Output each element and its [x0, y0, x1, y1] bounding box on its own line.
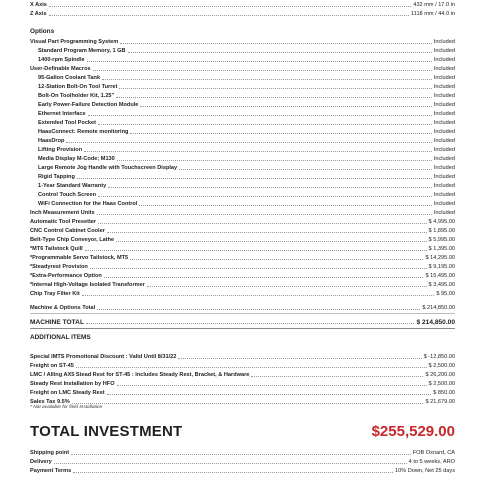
item-value: $ -12,850.00 — [423, 354, 455, 360]
dot-leader — [116, 97, 432, 98]
additional-row — [30, 389, 455, 397]
option-label: Automatic Tool Presetter — [30, 219, 97, 225]
option-value: $ 5,995.00 — [428, 237, 455, 243]
option-label: Bolt-On Toolholder Kit, 1.25" — [38, 93, 115, 99]
dot-leader — [108, 187, 432, 188]
additional-row — [30, 353, 455, 361]
option-value: Included — [433, 183, 455, 189]
option-value: Included — [433, 138, 455, 144]
dot-leader — [139, 205, 431, 206]
option-label: Rigid Tapping — [38, 174, 75, 180]
additional-row — [30, 380, 455, 388]
dot-leader — [49, 15, 409, 16]
option-value: Included — [433, 156, 455, 162]
option-row — [30, 128, 455, 136]
dot-leader — [49, 6, 411, 7]
option-row — [30, 173, 455, 181]
subtotal-label: Machine & Options Total — [30, 305, 96, 311]
option-label: Lifting Provision — [38, 147, 83, 153]
option-row — [30, 263, 455, 271]
option-row — [30, 101, 455, 109]
dot-leader — [90, 268, 427, 269]
dot-leader — [97, 309, 420, 310]
option-row — [30, 83, 455, 91]
option-row — [30, 227, 455, 235]
option-label: HaasConnect: Remote monitoring — [38, 129, 129, 135]
divider — [30, 313, 455, 314]
option-value: $ 9,195.00 — [428, 264, 455, 270]
dot-leader — [128, 52, 432, 53]
options-heading: Options — [30, 28, 55, 35]
option-value: Included — [433, 129, 455, 135]
dot-leader — [97, 214, 432, 215]
option-row — [30, 74, 455, 82]
option-row — [30, 281, 455, 289]
dot-leader — [130, 259, 423, 260]
dot-leader — [98, 124, 432, 125]
option-label: *Internal High-Voltage Isolated Transformer — [30, 282, 145, 288]
terms-value: 10% Down, Net 25 days — [394, 468, 455, 474]
item-value: $ 2,500.00 — [428, 381, 455, 387]
option-row — [30, 164, 455, 172]
terms-row-shipping — [30, 449, 455, 457]
machine-options-total-row — [30, 304, 455, 312]
item-value: $ 850.00 — [433, 390, 455, 396]
spec-label: Z Axis — [30, 11, 47, 17]
terms-label: Shipping point — [30, 450, 70, 456]
option-value: Included — [433, 48, 455, 54]
option-value: Included — [433, 201, 455, 207]
additional-items-heading: ADDITIONAL ITEMS — [30, 334, 91, 341]
dot-leader — [85, 250, 427, 251]
option-label: CNC Control Cabinet Cooler — [30, 228, 105, 234]
item-label: Special IMTS Promotional Discount : Valid Until 8/31/22 — [30, 354, 177, 360]
subtotal-value: $ 214,850.00 — [422, 305, 455, 311]
total-investment-label: TOTAL INVESTMENT — [30, 423, 183, 440]
item-value: $ 21,679.00 — [425, 399, 455, 405]
dot-leader — [120, 43, 432, 44]
option-label: Belt-Type Chip Conveyor, Lathe — [30, 237, 115, 243]
dot-leader — [179, 169, 432, 170]
option-value: $ 1,395.00 — [428, 246, 455, 252]
option-value: Included — [433, 57, 455, 63]
option-value: Included — [433, 111, 455, 117]
item-value: $ 26,200.00 — [425, 372, 455, 378]
additional-row — [30, 371, 455, 379]
option-label: Chip Tray Filter Kit — [30, 291, 80, 297]
option-label: Early Power-Failure Detection Module — [38, 102, 139, 108]
option-row — [30, 218, 455, 226]
option-value: Included — [433, 147, 455, 153]
option-value: Included — [433, 93, 455, 99]
option-value: $ 1,895.00 — [428, 228, 455, 234]
spec-value: 1118 mm / 44.0 in — [411, 11, 455, 17]
option-row — [30, 182, 455, 190]
terms-label: Payment Terms — [30, 468, 72, 474]
option-value: $ 14,295.00 — [425, 255, 455, 261]
option-row — [30, 290, 455, 298]
option-value: $ 3,495.00 — [428, 282, 455, 288]
option-label: *Steadyrest Provision — [30, 264, 88, 270]
option-value: Included — [433, 75, 455, 81]
dot-leader — [71, 454, 411, 455]
dot-leader — [140, 106, 431, 107]
option-value: Included — [433, 192, 455, 198]
option-label: Standard Program Memory, 1 GB — [38, 48, 126, 54]
option-row — [30, 236, 455, 244]
dot-leader — [116, 241, 426, 242]
spec-row-z-axis — [30, 10, 455, 18]
option-row — [30, 92, 455, 100]
option-label: 1-Year Standard Warranty — [38, 183, 107, 189]
item-value: $ 2,500.00 — [428, 363, 455, 369]
terms-value: FOB Oxnard, CA — [412, 450, 455, 456]
option-label: Ethernet Interface — [38, 111, 86, 117]
option-label: *Programmable Servo Tailstock, MT5 — [30, 255, 129, 261]
dot-leader — [119, 88, 432, 89]
item-label: LMC / Alling AX5 Stead Rest for ST-45 : Includes Steady Rest, Bracket, & Hardware — [30, 372, 250, 378]
option-value: Included — [433, 120, 455, 126]
spec-label: X Axis — [30, 2, 47, 8]
spec-row-x-axis — [30, 1, 455, 9]
option-label: *Extra-Performance Option — [30, 273, 102, 279]
option-value: $ 15,495.00 — [425, 273, 455, 279]
option-row — [30, 209, 455, 217]
dot-leader — [73, 472, 393, 473]
terms-label: Delivery — [30, 459, 52, 465]
total-investment-value: $255,529.00 — [371, 423, 455, 440]
dot-leader — [66, 142, 431, 143]
option-row — [30, 200, 455, 208]
option-row — [30, 155, 455, 163]
item-label: Steady Rest Installation by HFO — [30, 381, 115, 387]
dot-leader — [77, 178, 432, 179]
dot-leader — [87, 61, 432, 62]
dot-leader — [98, 223, 426, 224]
option-label: 1400-rpm Spindle — [38, 57, 85, 63]
option-value: $ 4,995.00 — [428, 219, 455, 225]
terms-row-delivery — [30, 458, 455, 466]
option-row — [30, 38, 455, 46]
dot-leader — [107, 232, 427, 233]
option-value: $ 95.00 — [436, 291, 455, 297]
additional-row — [30, 362, 455, 370]
footnote: * Not available for field Installation — [30, 405, 103, 410]
option-row — [30, 65, 455, 73]
item-label: Freight on LMC Steady Rest — [30, 390, 105, 396]
option-row — [30, 272, 455, 280]
option-row — [30, 137, 455, 145]
option-label: Media Display M-Code; M130 — [38, 156, 115, 162]
machine-total-value: $ 214,850.00 — [416, 319, 455, 326]
option-value: Included — [433, 210, 455, 216]
option-row — [30, 254, 455, 262]
item-label: Freight on ST-45 — [30, 363, 74, 369]
dot-leader — [93, 70, 432, 71]
dot-leader — [130, 133, 431, 134]
dot-leader — [117, 385, 427, 386]
dot-leader — [107, 394, 432, 395]
item-label: Sales Tax 9.5% — [30, 399, 70, 405]
dot-leader — [117, 160, 432, 161]
spec-value: 432 mm / 17.0 in — [413, 2, 455, 8]
option-label: WiFi Connection for the Haas Control — [38, 201, 138, 207]
option-label: Inch Measurement Units — [30, 210, 95, 216]
dot-leader — [72, 403, 424, 404]
dot-leader — [98, 196, 432, 197]
option-row — [30, 119, 455, 127]
option-label: Visual Part Programming System — [30, 39, 119, 45]
dot-leader — [104, 277, 424, 278]
dot-leader — [102, 79, 432, 80]
option-row — [30, 146, 455, 154]
option-label: *MT6 Tailstock Quill — [30, 246, 83, 252]
option-label: Large Remote Jog Handle with Touchscreen Display — [38, 165, 178, 171]
option-value: Included — [433, 174, 455, 180]
dot-leader — [88, 115, 432, 116]
option-value: Included — [433, 102, 455, 108]
option-label: Extended Tool Pocket — [38, 120, 97, 126]
option-label: 12-Station Bolt-On Tool Turret — [38, 84, 118, 90]
dot-leader — [84, 151, 432, 152]
option-label: HaasDrop — [38, 138, 65, 144]
option-value: Included — [433, 165, 455, 171]
option-row — [30, 191, 455, 199]
dot-leader — [178, 358, 421, 359]
dot-leader — [147, 286, 427, 287]
machine-total-row — [30, 316, 455, 326]
option-value: Included — [433, 66, 455, 72]
terms-value: 4 to 5 weeks, ARO — [408, 459, 455, 465]
dot-leader — [82, 295, 435, 296]
option-label: 95-Gallon Coolant Tank — [38, 75, 101, 81]
dot-leader — [76, 367, 427, 368]
option-value: Included — [433, 84, 455, 90]
option-row — [30, 56, 455, 64]
option-row — [30, 47, 455, 55]
option-row — [30, 245, 455, 253]
option-row — [30, 110, 455, 118]
terms-row-payment — [30, 467, 455, 475]
dot-leader — [86, 323, 415, 324]
option-label: Control Touch Screen — [38, 192, 97, 198]
dot-leader — [54, 463, 407, 464]
option-label: User-Definable Macros — [30, 66, 91, 72]
machine-total-label: MACHINE TOTAL — [30, 319, 84, 326]
option-value: Included — [433, 39, 455, 45]
divider — [30, 328, 455, 329]
dot-leader — [251, 376, 423, 377]
